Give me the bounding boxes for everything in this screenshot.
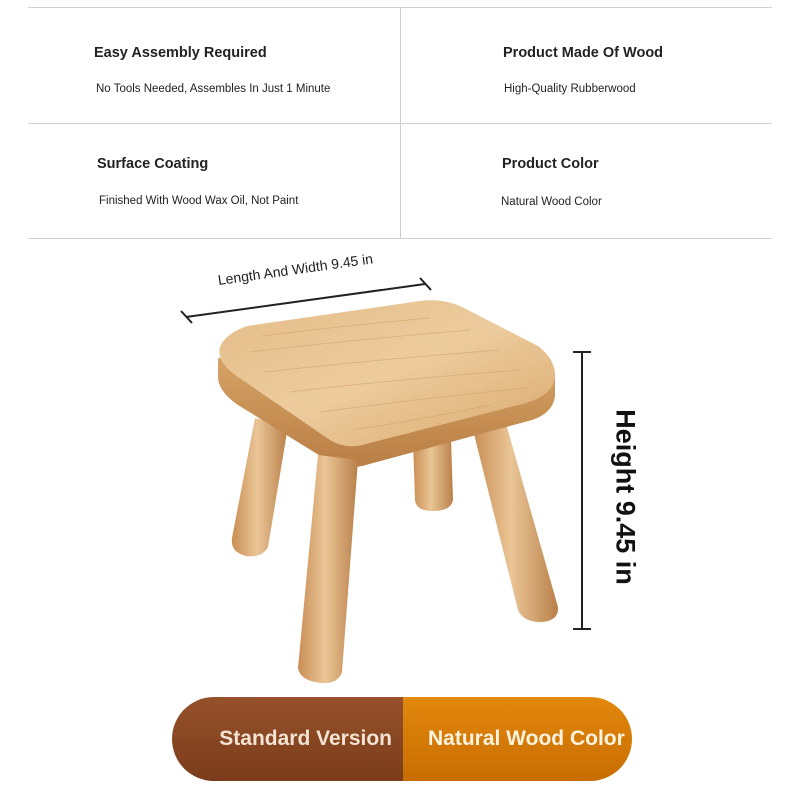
- standard-version-label: Standard Version: [219, 727, 392, 750]
- spec-title-assembly: Easy Assembly Required: [94, 45, 267, 61]
- natural-wood-color-label: Natural Wood Color: [428, 727, 625, 750]
- version-badge: [172, 697, 632, 781]
- spec-value-coating: Finished With Wood Wax Oil, Not Paint: [99, 195, 299, 207]
- height-dimension-label: Height 9.45 in: [610, 409, 641, 585]
- spec-value-assembly: No Tools Needed, Assembles In Just 1 Minute: [96, 83, 331, 95]
- stool-leg-front-left: [232, 418, 288, 556]
- spec-title-coating: Surface Coating: [97, 156, 209, 172]
- spec-value-material: High-Quality Rubberwood: [504, 83, 636, 95]
- stool-leg-front-center: [298, 455, 358, 683]
- spec-title-material: Product Made Of Wood: [503, 45, 664, 61]
- standard-version-button[interactable]: [172, 697, 403, 781]
- natural-wood-color-button[interactable]: [403, 697, 632, 781]
- spec-title-color: Product Color: [502, 156, 599, 172]
- spec-value-color: Natural Wood Color: [501, 196, 602, 208]
- stool-leg-front-right: [473, 420, 558, 622]
- height-dimension-line: [573, 352, 591, 629]
- width-dimension-label: Length And Width 9.45 in: [216, 250, 374, 288]
